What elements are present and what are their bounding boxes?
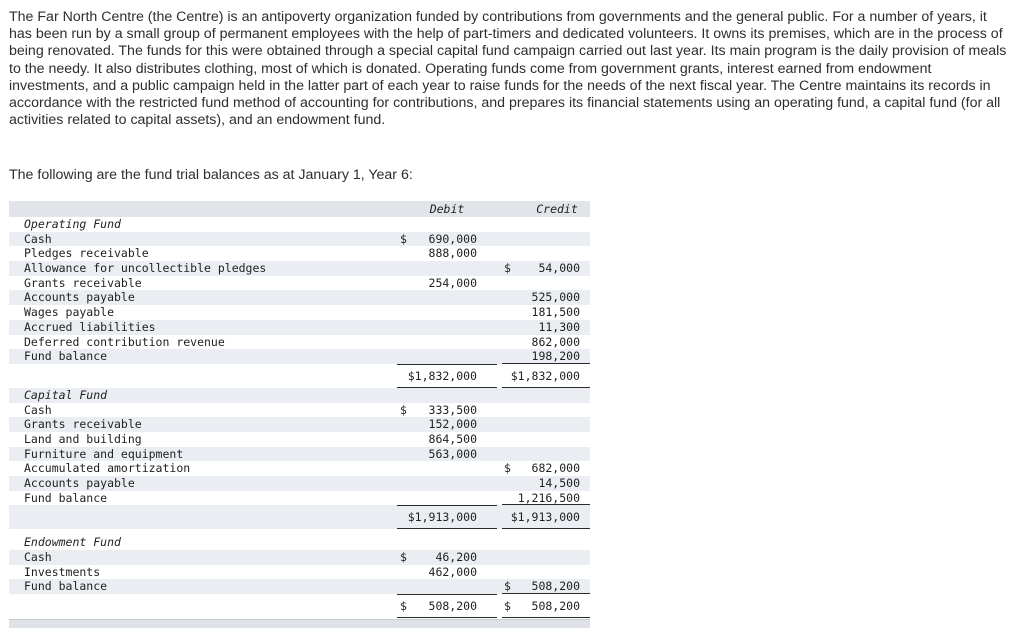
operating-fund-title-row	[9, 217, 590, 232]
debit-value: 462,000	[428, 564, 477, 579]
credit-value: 11,300	[538, 319, 580, 334]
row-label: Investments	[24, 564, 101, 579]
table-row	[9, 335, 590, 350]
credit-value: 508,200	[531, 579, 580, 594]
row-label: Furniture and equipment	[24, 446, 184, 461]
capital-fund-title: Capital Fund	[24, 387, 108, 402]
debit-value: 152,000	[428, 417, 477, 432]
credit-currency: $	[504, 579, 511, 594]
credit-column-header: Credit	[536, 202, 578, 216]
debit-value: 333,500	[428, 402, 477, 417]
debit-value: 888,000	[428, 246, 477, 261]
row-label: Accrued liabilities	[24, 319, 156, 334]
table-row	[9, 320, 590, 335]
table-row	[9, 550, 590, 565]
table-row	[9, 232, 590, 247]
row-label: Fund balance	[24, 490, 108, 505]
table-row	[9, 461, 590, 476]
row-label: Cash	[24, 550, 52, 565]
table-row	[9, 491, 590, 506]
total-underline	[397, 617, 497, 618]
debit-currency: $	[400, 231, 407, 246]
trial-balance-table	[9, 201, 590, 618]
row-label: Pledges receivable	[24, 246, 149, 261]
table-row	[9, 432, 590, 447]
intro-text	[9, 9, 1009, 129]
credit-value: 525,000	[531, 290, 580, 305]
table-row	[9, 349, 590, 364]
operating-fund-title: Operating Fund	[24, 217, 121, 231]
table-row	[9, 417, 590, 432]
row-label: Fund balance	[24, 579, 108, 594]
credit-currency: $	[504, 461, 511, 476]
debit-currency: $	[400, 402, 407, 417]
row-label: Deferred contribution revenue	[24, 334, 225, 349]
total-credit-currency: $	[504, 599, 511, 614]
row-label: Cash	[24, 231, 52, 246]
credit-value: 198,200	[531, 349, 580, 364]
row-label: Accumulated amortization	[24, 461, 191, 476]
capital-fund-title-row	[9, 388, 590, 403]
debit-value: 46,200	[435, 550, 477, 565]
total-underline	[502, 617, 590, 618]
table-row	[9, 476, 590, 491]
intro-paragraph: The Far North Centre (the Centre) is an antipoverty organization funded by contributions from governments and the general public. For a number of years, it has been run by a small group of permanent employees with the help of part-timers and dedicated volunteers. It owns its premises, which are in the process of being renovated. The funds for this were obtained through a special capital fund campaign carried out last year. Its main program is the daily provision of meals to the needy. It also distributes clothing, most of which is donated. Operating funds come from government grants, interest earned from endowment investments, and a public campaign held in the latter part of each year to raise funds for the needs of the next fiscal year. The Centre maintains its records in accordance with the restricted fund method of accounting for contributions, and prepares its financial statements using an operating fund, a capital fund (for all activities related to capital assets), and an endowment fund.	[9, 9, 1007, 129]
row-label: Grants receivable	[24, 417, 142, 432]
table-row	[9, 276, 590, 291]
row-label: Wages payable	[24, 305, 115, 320]
table-row	[9, 403, 590, 418]
table-header-row	[9, 201, 590, 217]
debit-currency: $	[400, 550, 407, 565]
table-footer-bar	[9, 619, 590, 628]
total-credit: $1,913,000	[510, 510, 580, 525]
table-row	[9, 246, 590, 261]
row-label: Accounts payable	[24, 290, 135, 305]
total-debit: 508,200	[428, 599, 477, 614]
total-debit: $1,913,000	[407, 510, 477, 525]
table-lead-text: The following are the fund trial balances as at January 1, Year 6:	[9, 167, 413, 183]
row-label: Fund balance	[24, 349, 108, 364]
table-row	[9, 579, 590, 594]
total-credit: 508,200	[531, 599, 580, 614]
credit-value: 54,000	[538, 261, 580, 276]
debit-value: 563,000	[428, 446, 477, 461]
debit-value: 254,000	[428, 275, 477, 290]
endowment-fund-title: Endowment Fund	[24, 535, 121, 550]
debit-value: 864,500	[428, 431, 477, 446]
operating-total-row	[9, 364, 590, 388]
row-label: Land and building	[24, 431, 142, 446]
credit-value: 682,000	[531, 461, 580, 476]
total-credit: $1,832,000	[510, 368, 580, 383]
endowment-total-row	[9, 594, 590, 618]
row-label: Accounts payable	[24, 476, 135, 490]
capital-total-row	[9, 505, 590, 529]
table-row	[9, 290, 590, 305]
credit-currency: $	[504, 261, 511, 276]
total-debit-currency: $	[400, 599, 407, 614]
row-label: Grants receivable	[24, 275, 142, 290]
endowment-fund-title-row	[9, 535, 590, 550]
credit-value: 181,500	[531, 305, 580, 320]
table-row	[9, 305, 590, 320]
debit-column-header: Debit	[429, 202, 465, 216]
table-row	[9, 447, 590, 462]
row-label: Cash	[24, 402, 52, 417]
debit-value: 690,000	[428, 231, 477, 246]
credit-value: 862,000	[531, 334, 580, 349]
total-debit: $1,832,000	[407, 368, 477, 383]
table-row	[9, 565, 590, 580]
table-row	[9, 261, 590, 276]
credit-value: 14,500	[538, 476, 580, 490]
credit-value: 1,216,500	[517, 490, 580, 505]
row-label: Allowance for uncollectible pledges	[24, 261, 267, 276]
